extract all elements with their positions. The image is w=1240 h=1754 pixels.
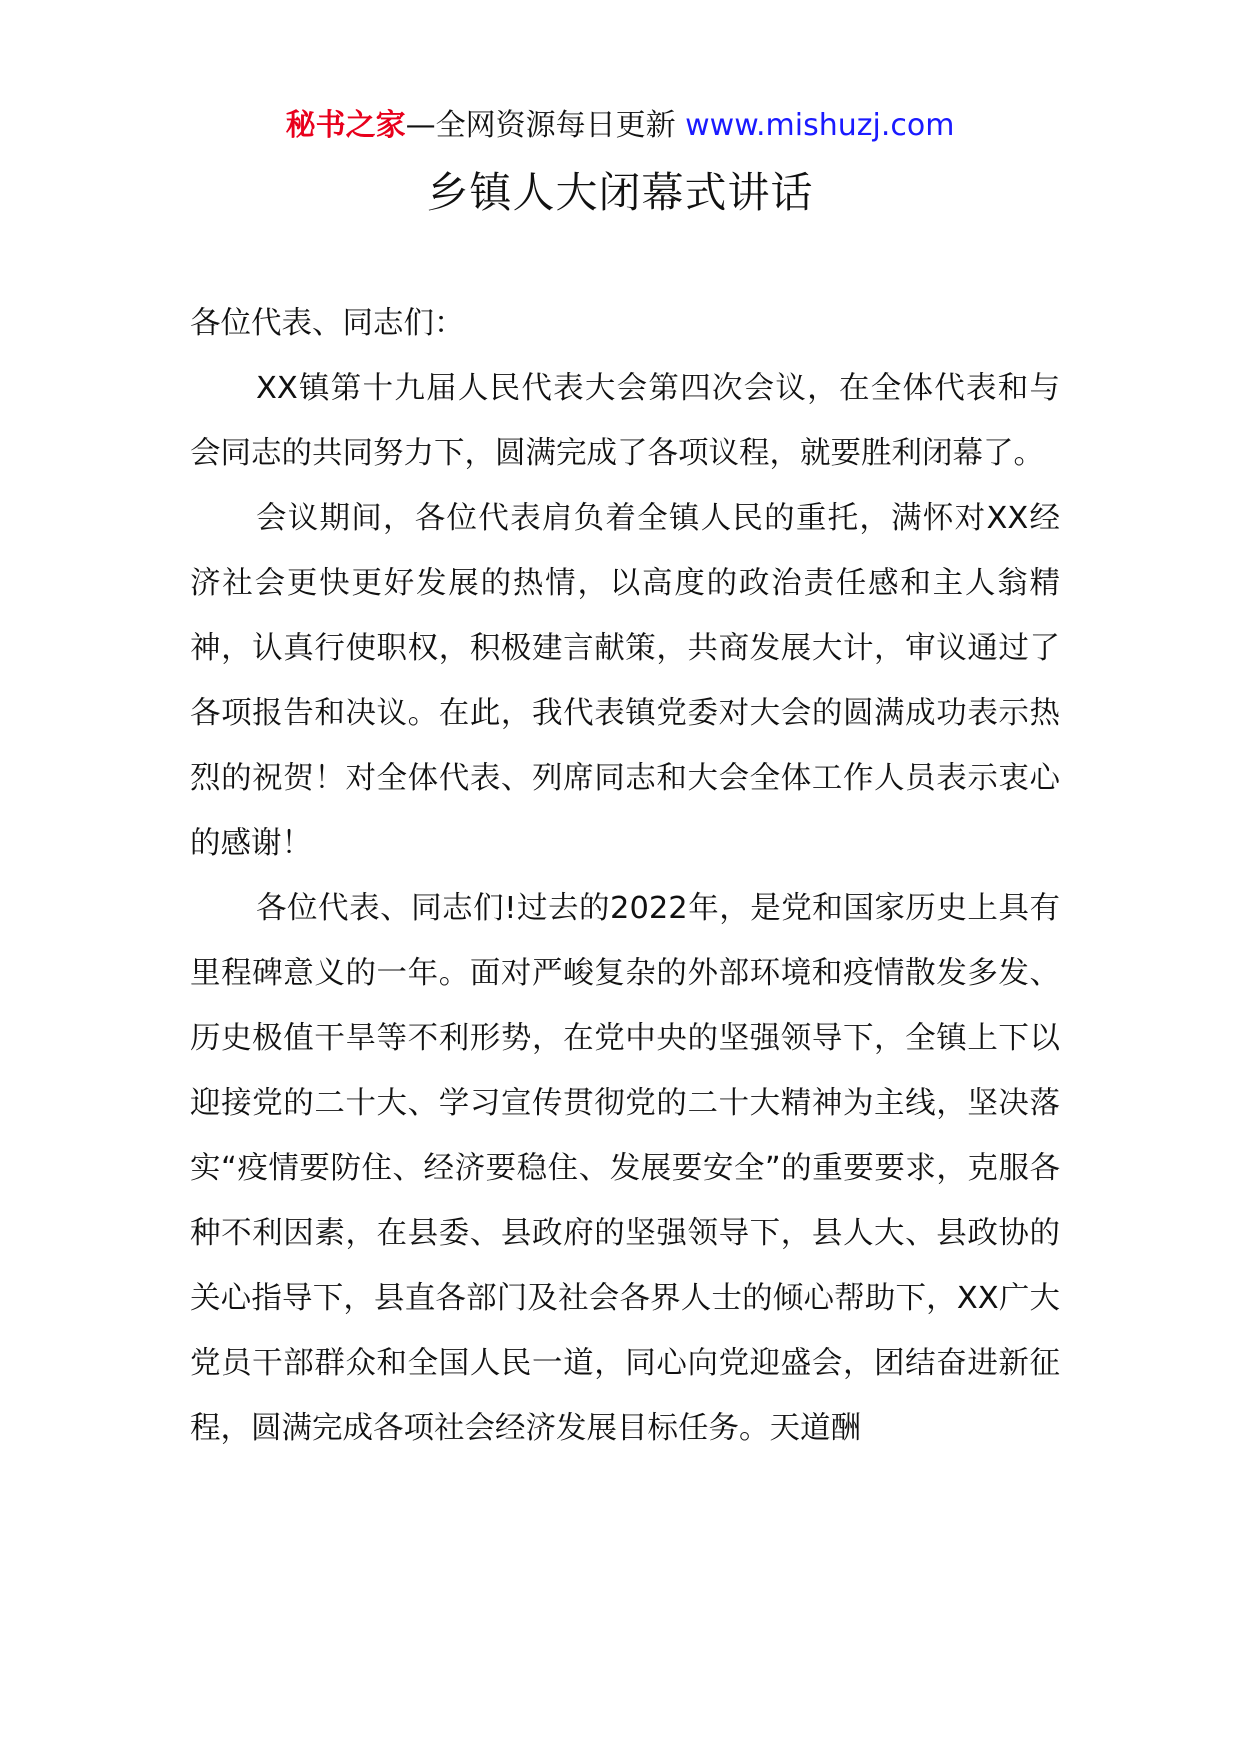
document-body <box>190 291 1060 1461</box>
salutation: 各位代表、同志们： <box>190 306 465 341</box>
paragraph-3: 各位代表、同志们!过去的2022年，是党和国家历史上具有里程碑意义的一年。面对严峻复杂的外部环境和疫情散发多发、历史极值干旱等不利形势，在党中央的坚强领导下，全镇上下以迎接党的二十大、学习宣传贯彻党的二十大精神为主线，坚决落实“疫情要防住、经济要稳住、发展要安全”的重要要求，克服各种不利因素，在县委、县政府的坚强领导下，县人大、县政协的关心指导下，县直各部门及社会各界人士的倾心帮助下，XX广大党员干部群众和全国人民一道，同心向党迎盛会，团结奋进新征程，圆满完成各项社会经济发展目标任务。天道酬 <box>190 891 1060 1446</box>
site-header <box>0 104 1240 148</box>
paragraph-2: 会议期间，各位代表肩负着全镇人民的重托，满怀对XX经济社会更快更好发展的热情，以高度的政治责任感和主人翁精神，认真行使职权，积极建言献策，共商发展大计，审议通过了各项报告和决议。在此，我代表镇党委对大会的圆满成功表示热烈的祝贺！对全体代表、列席同志和大会全体工作人员表示衷心的感谢！ <box>190 501 1060 861</box>
paragraph-1: XX镇第十九届人民代表大会第四次会议，在全体代表和与会同志的共同努力下，圆满完成了各项议程，就要胜利闭幕了。 <box>190 371 1060 471</box>
site-slogan: —全网资源每日更新 <box>405 108 686 143</box>
document-title: 乡镇人大闭幕式讲话 <box>426 168 814 217</box>
site-brand: 秘书之家 <box>285 108 406 143</box>
site-url-link[interactable]: www.mishuzj.com <box>685 108 955 143</box>
